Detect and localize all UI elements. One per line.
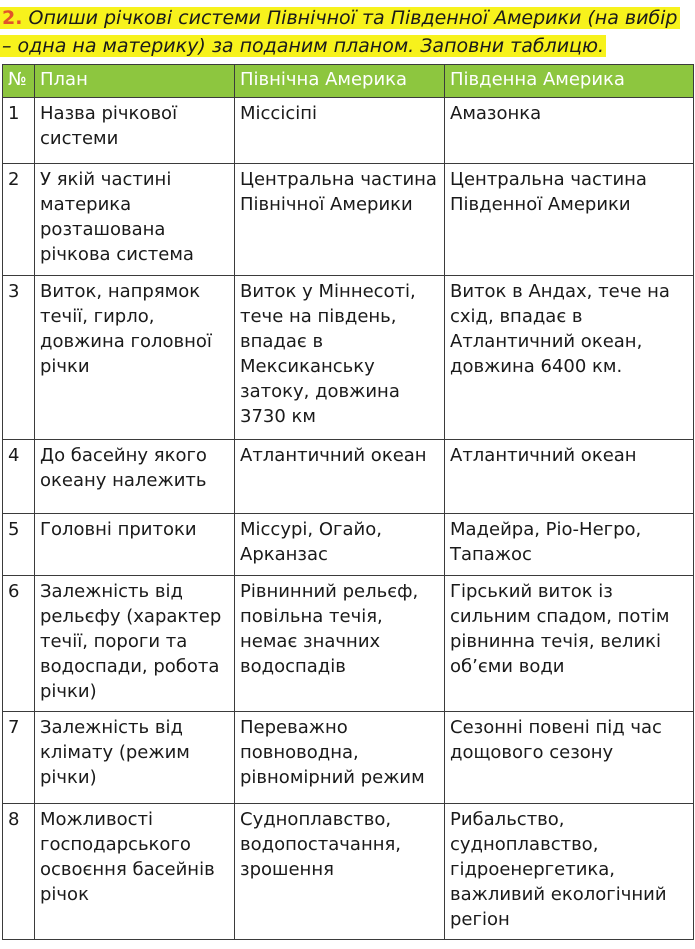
table-row: [3, 712, 694, 804]
plan-cell: Головні притоки: [35, 514, 235, 576]
north-america-cell: Судноплавство, водопостачання, зрошення: [235, 804, 445, 940]
south-america-cell: Гірський виток із сильним спадом, потім рівнинна течія, великі об’єми води: [445, 576, 694, 712]
row-number: 7: [3, 712, 35, 804]
north-america-cell: Виток у Міннесоті, тече на південь, впадає в Мексиканську затоку, довжина 3730 км: [235, 276, 445, 440]
table-row: [3, 440, 694, 514]
south-america-cell: Амазонка: [445, 98, 694, 164]
south-america-cell: Сезонні повені під час дощового сезону: [445, 712, 694, 804]
table-header-row: [3, 65, 694, 98]
row-number: 2: [3, 164, 35, 276]
row-number: 8: [3, 804, 35, 940]
row-number: 5: [3, 514, 35, 576]
plan-cell: Можливості господарського освоєння басейнів річок: [35, 804, 235, 940]
row-number: 1: [3, 98, 35, 164]
south-america-cell: Рибальство, судноплавство, гідроенергетика, важливий екологічний регіон: [445, 804, 694, 940]
south-america-cell: Центральна частина Південної Америки: [445, 164, 694, 276]
north-america-cell: Центральна частина Північної Америки: [235, 164, 445, 276]
south-america-cell: Виток в Андах, тече на схід, впадає в Атлантичний океан, довжина 6400 км.: [445, 276, 694, 440]
task-text: Опиши річкові системи Північної та Південної Америки (на вибір – одна на материку) за поданим планом. Заповни таблицю.: [2, 7, 678, 57]
row-number: 4: [3, 440, 35, 514]
north-america-cell: Міссурі, Огайо, Арканзас: [235, 514, 445, 576]
south-america-cell: Атлантичний океан: [445, 440, 694, 514]
table-row: [3, 576, 694, 712]
table-row: [3, 514, 694, 576]
row-number: 6: [3, 576, 35, 712]
plan-cell: Залежність від клімату (режим річки): [35, 712, 235, 804]
task-statement: [0, 4, 690, 60]
plan-cell: Виток, напрямок течії, гирло, довжина головної річки: [35, 276, 235, 440]
header-plan: План: [35, 65, 235, 98]
north-america-cell: Атлантичний океан: [235, 440, 445, 514]
river-systems-table: [2, 64, 694, 940]
north-america-cell: Переважно повноводна, рівномірний режим: [235, 712, 445, 804]
header-number: №: [3, 65, 35, 98]
table-row: [3, 164, 694, 276]
south-america-cell: Мадейра, Ріо-Негро, Тапажос: [445, 514, 694, 576]
header-south-america: Південна Америка: [445, 65, 694, 98]
north-america-cell: Міссісіпі: [235, 98, 445, 164]
table-row: [3, 276, 694, 440]
north-america-cell: Рівнинний рельєф, повільна течія, немає значних водоспадів: [235, 576, 445, 712]
plan-cell: У якій частині материка розташована річкова система: [35, 164, 235, 276]
row-number: 3: [3, 276, 35, 440]
table-row: [3, 804, 694, 940]
plan-cell: До басейну якого океану належить: [35, 440, 235, 514]
table-row: [3, 98, 694, 164]
header-north-america: Північна Америка: [235, 65, 445, 98]
plan-cell: Назва річкової системи: [35, 98, 235, 164]
plan-cell: Залежність від рельєфу (характер течії, пороги та водоспади, робота річки): [35, 576, 235, 712]
task-number: 2.: [2, 7, 23, 29]
